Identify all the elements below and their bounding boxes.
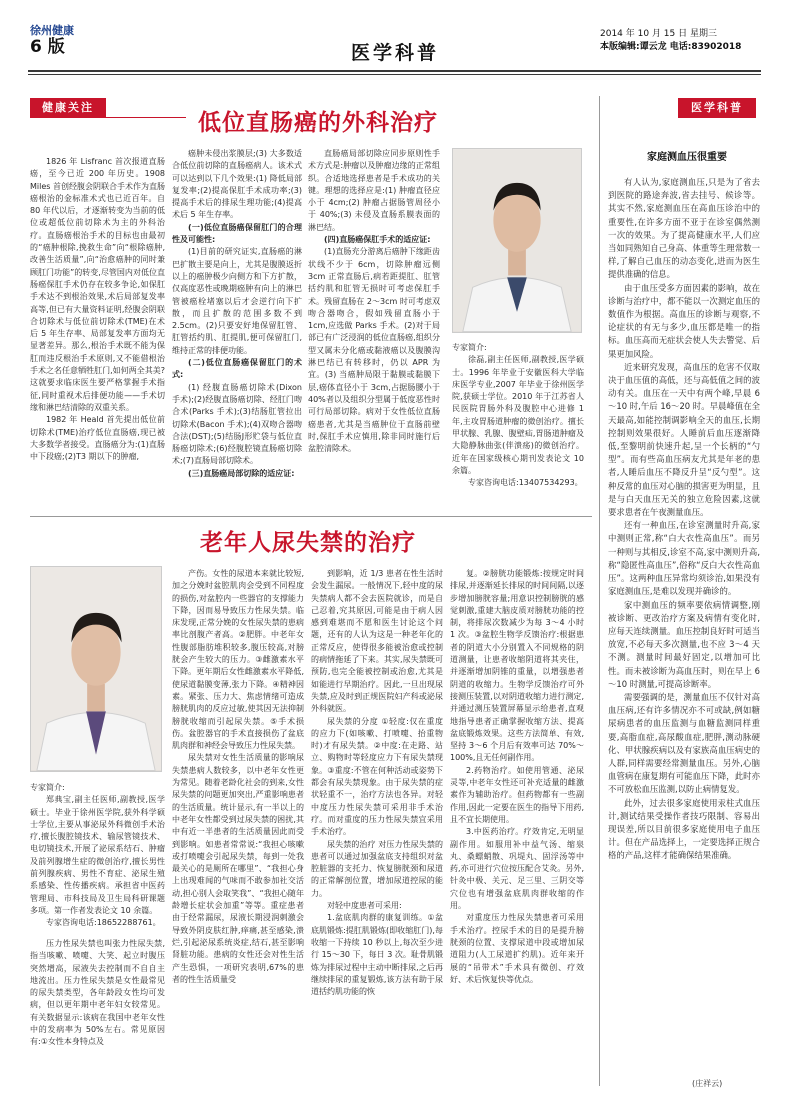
paragraph: 此外，过去很多家庭使用汞柱式血压计,测试结果受操作者技巧限制、容易出现误差,所以目前很多家庭使用电子血压计。但在产品选择上，一定要选择正规合格的产品,这样才能确保结果准确。 xyxy=(608,797,760,861)
sidebar-author: (庄祥云) xyxy=(692,1079,723,1088)
article1-column-2 xyxy=(172,148,302,516)
author-photo-zheng xyxy=(30,566,162,772)
article2-column-2 xyxy=(172,568,304,1088)
subheading: (四)直肠癌保肛手术的适应证: xyxy=(324,235,431,245)
paragraph: 1.盆底肌肉群的康复训练。①盆底肌锻炼:提肛肌锻炼(即收缩肛门),每收缩一下持续 10 秒以上,每次至少进行 15～30 下，每日 3 次。耻骨肌锻炼为排尿过程中主动中断排尿,之后再继续排尿的重复锻炼,该方法有助于尿道括约肌功能的恢 xyxy=(311,913,443,997)
paragraph: 尿失禁的治疗 对压力性尿失禁的患者可以通过加强盆底支持组织对盆腔脏器的支托力、恢复膀胱颈和尿道的正常解剖位置，增加尿道控尿的能力。 xyxy=(311,839,443,898)
subheading: (三)直肠癌局部切除的适应证: xyxy=(188,468,295,478)
masthead-rule-thin xyxy=(28,74,761,75)
article1-profile xyxy=(452,342,584,522)
paragraph: 产伤。女性的尿道本来就比较短,加之分娩时盆腔肌肉会受到不同程度的损伤,对盆腔内一些器官的支撑能力下降，因而易导致压力性尿失禁。临床发现,正常分娩的女性尿失禁的患病率比剖腹产者高。②肥胖。中老年女性腹部脂肪堆积较多,腹压较高,对膀胱会产生较大的压力。③雌激素水平下降。更年期后女性雌激素水平降低,使尿道黏膜变薄,张力下降。④精神因素。紧张、压力大、焦虑情绪可造成膀胱肌肉的反应过敏,使其因无法抑制膀胱收缩而引起尿失禁。⑤手术损伤。盆腔器官的手术直接损伤了盆底肌肉群和神经会导致压力性尿失禁。 xyxy=(172,569,304,751)
article2-column-3 xyxy=(311,568,443,1088)
paragraph: 还有一种血压,在诊室测量时升高,家中测则正常,称“白大衣性高血压”。而另一种则与其相反,诊室不高,家中测则升高,称“隐匿性高血压”,俗称“反白大衣性高血压”。这两种血压异常均须诊治,如果没有家庭测血压,是难以发现并确诊的。 xyxy=(608,520,760,597)
column-tag-health: 健康关注 xyxy=(30,98,106,118)
sidebar-body xyxy=(608,176,760,1072)
article1-column-3 xyxy=(308,148,440,516)
portrait-illustration xyxy=(31,567,161,771)
article2-profile xyxy=(30,782,165,932)
paragraph: 尿失禁的分度 ①轻度:仅在重度的应力下(如咳嗽、打喷嚏、抬重物时)才有尿失禁。②中度:在走路、站立、购物时等轻度应力下有尿失禁现象。③重度:不管在何种活动或姿势下都会有尿失禁现象。由于尿失禁的症状轻重不一，治疗方法也各异。对轻中度压力性尿失禁可采用非手术治疗。而对重度的压力性尿失禁宜采用手术治疗。 xyxy=(311,716,443,837)
article-divider xyxy=(30,516,592,517)
paragraph: 需要强调的是，测量血压不仅针对高血压病,还有许多情况亦不可或缺,例如糖尿病患者的血压监测与血糖监测同样重要,高脂血症,高尿酸血症,肥胖,测动脉硬化、甲状腺疾病以及有家族高血压病史的人群,同样需要经常测量血压。另外,心脑血管病在康复期有可能血压下降，此时亦不可放松血压监测,以防止病情复发。 xyxy=(608,691,760,795)
date-line: 2014 年 10 月 15 日 星期三 xyxy=(600,29,717,39)
paragraph: 由于血压受多方面因素的影响，故在诊断与治疗中，都不能以一次测定血压的数值作为根据。高血压的诊断与观察,不论症状的有无与多少,血压都是唯一的指标。血压高而无症状会使人失去警觉、后果更加风险。 xyxy=(608,282,760,359)
section-title: 医学科普 xyxy=(350,42,439,64)
paper-name: 徐州健康 xyxy=(30,24,74,37)
paragraph: 到影响，近 1/3 患者在性生活时会发生漏尿。一般情况下,轻中度的尿失禁病人都不会去医院就诊，而是自己忍着,究其原因,可能是由于病人因感到难堪而不愿和医生讨论这个问题，还有的人认为这是一种老年化的正常反应，使得很多能被治愈或控制的病情拖延了下来。其实,尿失禁既可预防,也完全能被控制或治愈,尤其是如能进行早期治疗。因此,一旦出现尿失禁,应及时到正规医院妇产科或泌尿外科就医。 xyxy=(311,569,443,714)
profile-text: 徐磊,副主任医师,副教授,医学硕士。1996 年毕业于安徽医科大学临床医学专业,2007 年毕业于徐州医学院,获硕士学位。2010 年于江苏省人民医院胃肠外科及腹腔中心进修 1 年,主攻胃肠道肿瘤的微创治疗。擅长甲状腺、乳腺、腹壁疝,胃肠道肿瘤及大隐静脉曲张(伴溃疡)的微创治疗。近年在国家级核心期刊发表论文 10 余篇。 xyxy=(452,355,584,475)
article2-column-4 xyxy=(450,568,584,1088)
paragraph: 家中测血压的频率要依病情调整,刚被诊断、更改治疗方案及病情有变化时,应每天连续测量。血压控制良好时可适当放宽,不必每天多次测量,也不应 3～4 天不测。测量时间最好固定,以增加可比性。而未被诊断为高血压时，则在早上 6～10 时测量,可提高诊断率。 xyxy=(608,599,760,689)
paragraph: 有人认为,家庭测血压,只是为了省去到医院的路途奔波,省去挂号、候诊等。其实不然,家庭测血压在高血压诊治中的重要性,在许多方面不亚于在诊室偶然测一次的效果。为了提高健康水平,人们应当如同熟知自己身高、体重等生理常数一样,了解自己血压的动态变化,进而为医生提供准确的信息。 xyxy=(608,177,760,280)
profile-title: 专家简介: xyxy=(452,343,487,352)
paragraph: (1) 经腹直肠癌切除术(Dixon 手术);(2)经腹直肠癌切除、经肛门吻合术(Parks 手术);(3)结肠肛管拉出切除术(Bacon 手术);(4)双吻合器吻合法(DST);(5)结肠J形贮袋与低位直肠癌切除术;(6)经腹腔镜直肠癌切除术;(7)直肠局部切除术。 xyxy=(172,382,302,466)
sidebar-divider xyxy=(599,96,600,1086)
profile-phone: 专家咨询电话:13407534293。 xyxy=(468,478,583,488)
masthead-left xyxy=(30,24,150,57)
paragraph: 对轻中度患者可采用: xyxy=(327,901,402,911)
profile-phone: 专家咨询电话:18652288761。 xyxy=(46,918,161,928)
article1-headline: 低位直肠癌的外科治疗 xyxy=(198,109,438,136)
paragraph: (1)目前的研究证实,直肠癌的淋巴扩散主要是向上，尤其是腹膜返折以上的癌肿极少向侧方和下方扩散，仅高度恶性或晚期癌肿有向上的淋巴管被癌栓堵塞以后才会逆行向下扩散，而且扩散的范围多数不到 2.5cm。(2)只要安好地保留肛管、肛管括约肌、肛提肌,便可保留肛门,维持正常的排便功能。 xyxy=(172,247,302,355)
column-tag-science: 医学科普 xyxy=(678,98,756,118)
article2-headline: 老年人尿失禁的治疗 xyxy=(200,529,416,556)
sidebar-title: 家庭测血压很重要 xyxy=(647,152,727,163)
paragraph: 癌肿未侵出浆膜层;(3) 大多数适合低位前切除的直肠癌病人。该术式可以达到以下几个效果:(1) 降低局部复发率;(2)提高保肛手术成功率;(3)提高手术后的排尿生理功能;(4)提高术后 5 年生存率。 xyxy=(172,149,302,220)
page-number: 6 版 xyxy=(30,37,65,57)
paragraph: 1982 年 Heald 首先提出低位前切除术(TME)治疗低位直肠癌,现已被大多数学者接受。直肠癌分为:(1)直肠中下段癌;(2)T3 期以下的肿瘤, xyxy=(30,415,165,462)
paragraph: 近来研究发现，高血压的危害不仅取决于血压值的高低，还与高低值之间的波动有关。血压在一天中有两个峰,早晨 6～10 时,午后 16～20 时。早晨峰值在全天最高,如能控制调影响全天的血压,长期控制则效果很好。人睡前后血压逐渐降低,至黎明前快速升起,呈一个长柄的“勺型”。而有些高血压病友尤其是年老的患者,人睡后血压不降反升呈“反勺型”。这种反常的血压对心脑的损害更为明显，且是与白天血压无关的独立危险因素,这就要求患者在午夜测量血压。 xyxy=(608,361,760,518)
paragraph: 1826 年 Lisfranc 首次报道直肠癌，至今已近 200 年历史。1908 Miles 首创经腹会阴联合手术作为直肠癌根治的金标准术式也已近百年。自 80 年代以后，才逐渐转变为当前的低位或超低位前切除术为主的外科治疗。直肠癌根治手术的目标也由最初的“癌肿根除,挽救生命”向“根除癌肿,改善生活质量”,向“治愈癌肿的同时兼顾肛门功能”的转变,尽管国内对低位直肠癌保肛手术仍存在较多争论,如保肛手术达不到根治效果,术后局部复发率高等,但已有大量资料证明,经腹会阴联合切除术与低位前切除术(TME)在术后 5 年生存率、局部复发率方面均无显著差异。那么,根治手术既不能为保肛而违反根治手术原则,又不能借根治手术之名任意牺牲肛门,如何两全其美?这就要求临床医生要严格掌握手术指征,同时重视术后排便功能——手术切缘和淋巴结清除的双重关系。 xyxy=(30,157,165,412)
paragraph: 复。②膀胱功能锻炼:按规定时间排尿,并逐渐延长排尿的时间间隔,以逐步增加膀胱容量;用意识控制膀胱的感觉刺激,重建大脑皮质对膀胱功能的控制，将排尿次数减少为每 3～4 小时 1 次。③盆腔生物学反馈治疗:根据患者的阴道大小分别置入不同规格的阴道测量，让患者收缩阴道将其夹住，并逐渐增加阴锥的重量，以增强患者阴道的收缩力。生物学反馈治疗可外接测压装置,以对阴道收缩力进行测定,并通过测压装置屏幕显示给患者,直观地指导患者正确掌握收缩方法、提高盆底锻炼效果。这些方法简单、有效,坚持 3～6 个月后有效率可达 70%～100%,且无任何副作用。 xyxy=(450,569,584,763)
paragraph: 3.中医药治疗。疗效肯定,无明显副作用。如服用补中益气汤、缩泉丸、桑螵蛸散、巩堤丸、固浮汤等中药,亦可进行穴位按压配合艾灸。另外,针灸中极、关元、足三里、三阴交等穴位也有增强盆底肌肉群收缩的作用。 xyxy=(450,827,584,911)
subheading: (一)低位直肠癌保留肛门的合理性及可能性: xyxy=(172,222,302,245)
masthead-rule xyxy=(28,70,761,72)
profile-title: 专家简介: xyxy=(30,783,65,792)
paragraph: 尿失禁对女性生活质量的影响尿失禁患病人数较多，以中老年女性更为常见。随着老龄化社会的到来,女性尿失禁的问题更加突出,严重影响患者的生活质量。统计显示,有一半以上的中老年女性都受到过尿失禁的困扰,其中有近一半患者的生活质量因此而受到影响。如患者常常说:“我担心咳嗽或打喷嚏会引起尿失禁，每到一处我最关心的是厕所在哪里”、“我担心身上出现难闻的气味而不敢参加社交活动,担心别人会取笑我”、“我担心随年龄增长症状会加重”等等。重症患者由于经常漏尿，尿液长期浸润刺激会导致外阴皮肤红肿,痒痛,甚至感染,溃烂,引起泌尿系统炎症,结石,甚至影响肾脏功能。患病的女性还会对性生活产生恐惧，一项研究表明,67%的患者的性生活质量受 xyxy=(172,753,304,984)
tag-underline xyxy=(106,117,186,118)
subheading: (二)低位直肠癌保留肛门的术式: xyxy=(172,358,302,380)
article1-column-1 xyxy=(30,156,165,516)
profile-text: 郑典宝,副主任医师,副教授,医学硕士。毕业于徐州医学院,获外科学硕士学位,主要从事泌尿外科微创手术治疗,擅长腹腔镜技术、输尿管镜技术、电切镜技术,开展了泌尿系结石、肿瘤及前列腺增生症的微创治疗,擅长男性前列腺疾病、男性不育症、泌尿生殖系感染、性传播疾病。承担省中医药管理局、市科技局及卫生局科研课题多项。第一作者发表论文 10 余篇。 xyxy=(30,795,165,915)
author-photo-xu xyxy=(452,148,582,333)
paragraph: 2.药物治疗。如使用管通、泌尿灵等,中老年女性还可补充适量的雌激素作为辅助治疗。但药物都有一些副作用,因此一定要在医生的指导下用药,且不宜长期使用。 xyxy=(450,765,584,824)
article2-column-1 xyxy=(30,938,165,1088)
portrait-illustration xyxy=(453,149,581,332)
editor-line: 本版编辑:谭云龙 电话:83902018 xyxy=(600,42,742,52)
paragraph: 压力性尿失禁也叫张力性尿失禁,指当咳嗽、喷嚏、大笑、起立时腹压突然增高，尿液失去控制而不自自主地流出。压力性尿失禁是女性最常见的尿失禁类型，各年龄段女性均可发病，但以更年期中老年妇女较常见。有关数据显示:该病在我国中老年女性中的发病率为 50%左右。常见原因有:①女性本身特点及 xyxy=(30,939,165,1047)
paragraph: (1)直肠充分游离后癌肿下缘距齿状线不少于 6cm，切除肿瘤远侧 3cm 正常直肠后,病若距提肛、肛管括约肌和肛管无损时可考虑保肛手术。残留直肠在 2～3cm 时可考虑双吻合器吻合，假如残留直肠小于 1cm,应选做 Parks 手术。(2)对于局部已有广泛浸润的低位直肠癌,组织分型又属未分化癌或黏液癌以及腹膜沟淋巴结已有转移时，仍以 APR 为宜。(3) 当癌肿局限于黏膜或黏膜下层,癌体直径小于 3cm,占据肠腰小于 40%者以及组织分型属于低度恶性时可行局部切除。病对于女性低位直肠癌患者,尤其是当癌肿位于直肠前壁时,保肛手术应慎用,除非同时施行后盆腔清除术。 xyxy=(308,247,440,454)
masthead-right xyxy=(600,28,760,54)
paragraph: 直肠癌局部切除应同步原则性手术方式是:肿瘤以及肿瘤边缘的正常组织。合适地选择患者是手术成功的关键。理想的选择应是:(1) 肿瘤直径应小于 4cm;(2) 肿瘤占据肠管周径小于 40%;(3) 未侵及直肠系膜表面的淋巴结。 xyxy=(308,149,440,232)
paragraph: 对重度压力性尿失禁患者可采用手术治疗。控尿手术的目的是提升膀胱颈的位置、支撑尿道中段或增加尿道阻力(人工尿道扩约肌)。近年来开展的“吊带术”手术具有微创、疗效好、术后恢复快等优点。 xyxy=(450,913,584,984)
